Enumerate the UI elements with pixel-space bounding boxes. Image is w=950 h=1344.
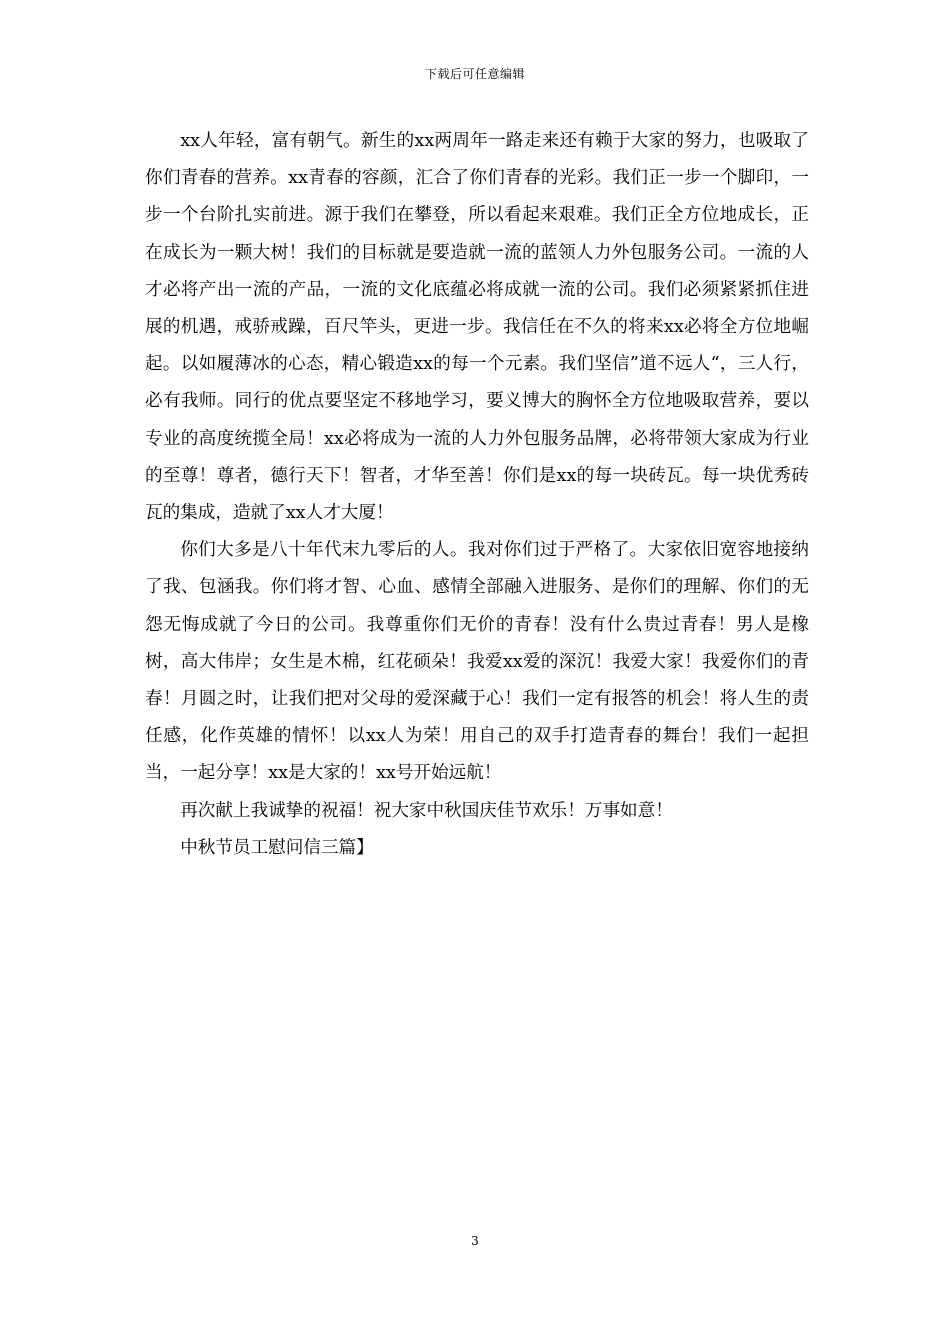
page-number: 3	[471, 1234, 479, 1248]
body-paragraph-1: xx人年轻，富有朝气。新生的xx两周年一路走来还有赖于大家的努力，也吸取了你们青春的营养。xx青春的容颜，汇合了你们青春的光彩。我们正一步一个脚印，一步一个台阶扎实前进。源于我们在攀登，所以看起来艰难。我们正全方位地成长，正在成长为一颗大树！我们的目标就是要造就一流的蓝领人力外包服务公司。一流的人才必将产出一流的产品，一流的文化底蕴必将成就一流的公司。我们必须紧紧抓住进展的机遇，戒骄戒躁，百尺竿头，更进一步。我信任在不久的将来xx必将全方位地崛起。以如履薄冰的心态，精心锻造xx的每一个元素。我们坚信”道不远人“，三人行，必有我师。同行的优点要坚定不移地学习，要义博大的胸怀全方位地吸取营养，要以专业的高度统揽全局！xx必将成为一流的人力外包服务品牌，必将带领大家成为行业的至尊！尊者，德行天下！智者，才华至善！你们是xx的每一块砖瓦。每一块优秀砖瓦的集成，造就了xx人才大厦！	[145, 131, 809, 524]
letter-body	[145, 123, 809, 867]
body-paragraph-3: 再次献上我诚挚的祝福！祝大家中秋国庆佳节欢乐！万事如意！	[180, 800, 673, 821]
page-header: 下载后可任意编辑	[424, 67, 525, 81]
body-paragraph-2: 你们大多是八十年代末九零后的人。我对你们过于严格了。大家依旧宽容地接纳了我、包涵我。你们将才智、心血、感情全部融入进服务、是你们的理解、你们的无怨无悔成就了今日的公司。我尊重你们无价的青春！没有什么贵过青春！男人是橡树，高大伟岸；女生是木棉，红花硕朵！我爱xx爱的深沉！我爱大家！我爱你们的青春！月圆之时，让我们把对父母的爱深藏于心！我们一定有报答的机会！将人生的责任感，化作英雄的情怀！以xx人为荣！用自己的双手打造青春的舞台！我们一起担当，一起分享！xx是大家的！xx号开始远航！	[145, 540, 809, 784]
body-paragraph-4: 中秋节员工慰问信三篇】	[180, 837, 374, 858]
